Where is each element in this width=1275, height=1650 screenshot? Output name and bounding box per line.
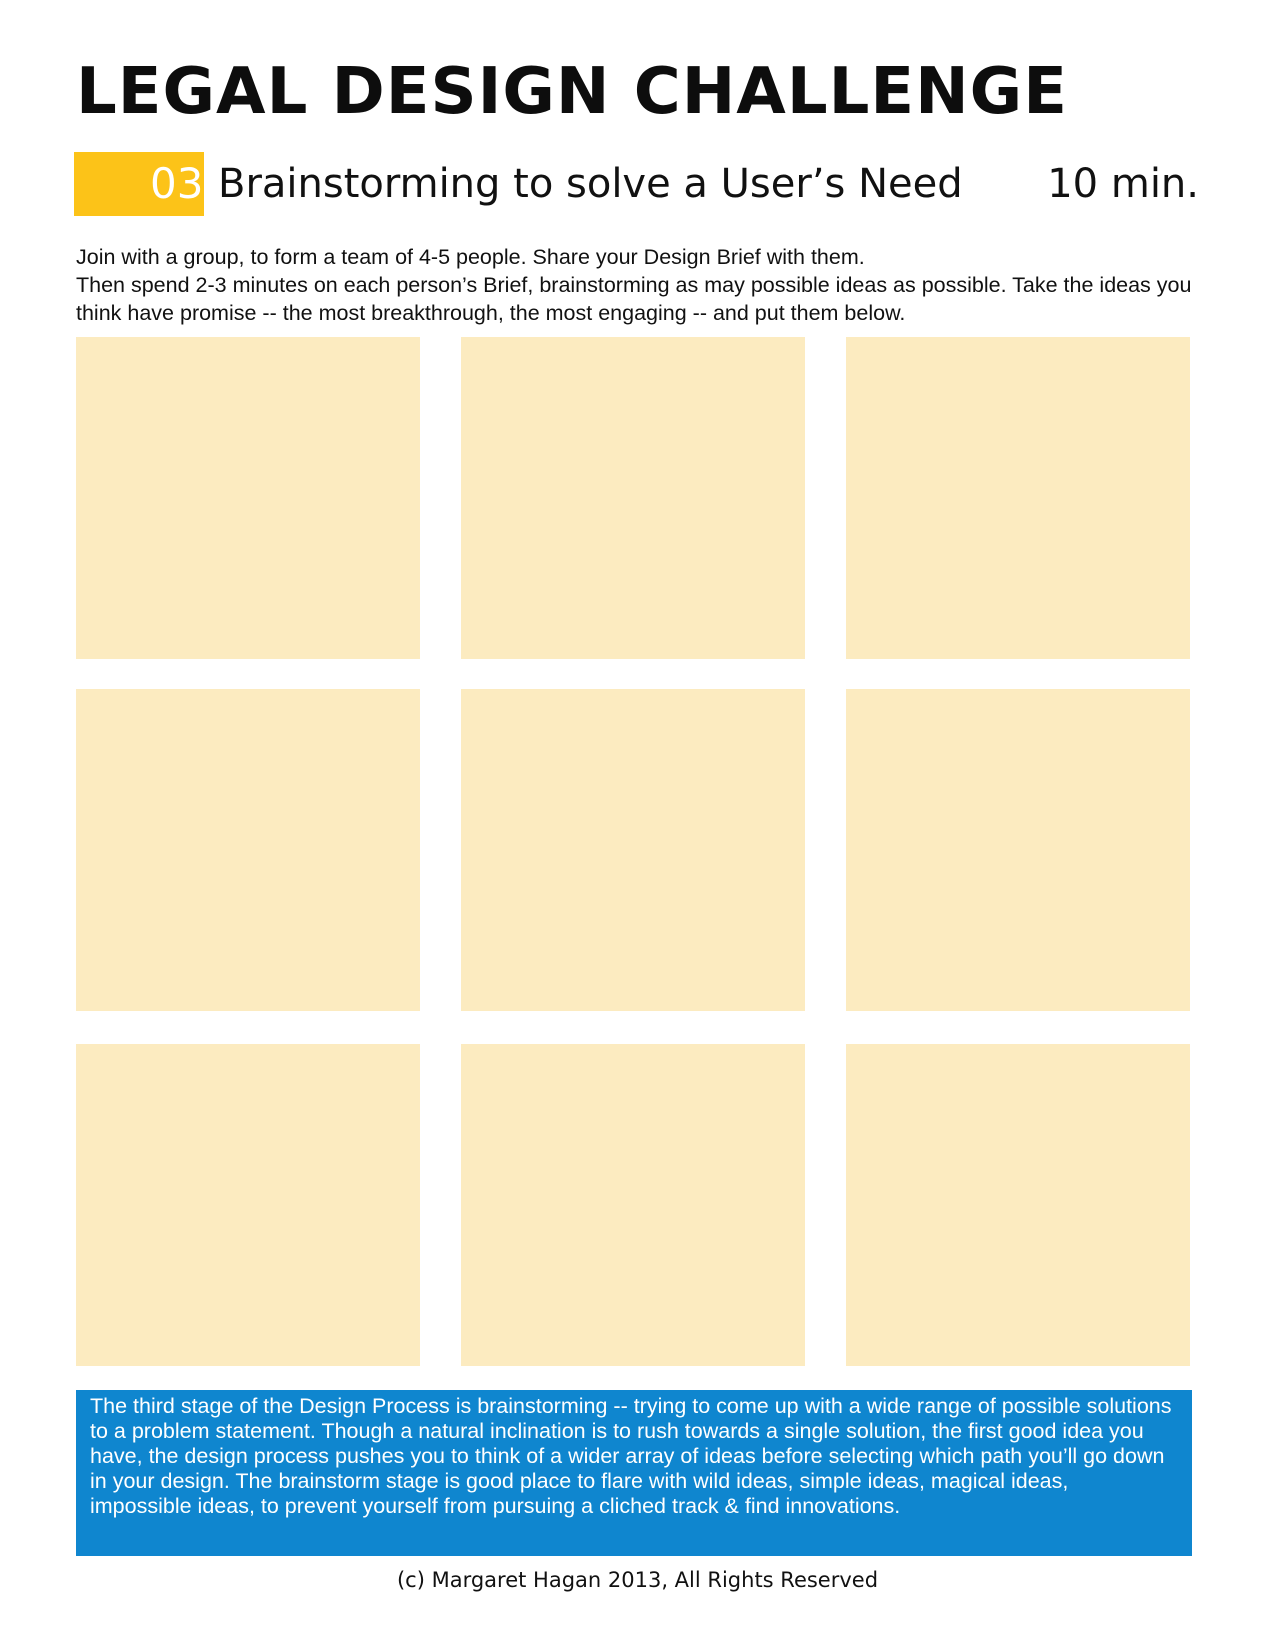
page-title: LEGAL DESIGN CHALLENGE bbox=[76, 55, 1068, 129]
copyright-footer: (c) Margaret Hagan 2013, All Rights Reserved bbox=[396, 1568, 879, 1592]
instructions bbox=[76, 243, 1206, 327]
idea-note-5[interactable] bbox=[461, 689, 805, 1011]
stage-description-box bbox=[76, 1390, 1192, 1556]
idea-note-9[interactable] bbox=[846, 1044, 1190, 1366]
idea-note-8[interactable] bbox=[461, 1044, 805, 1366]
idea-note-4[interactable] bbox=[76, 689, 420, 1011]
instructions-line-1: Join with a group, to form a team of 4-5 people. Share your Design Brief with them. bbox=[76, 245, 865, 269]
idea-note-3[interactable] bbox=[846, 337, 1190, 659]
idea-note-2[interactable] bbox=[461, 337, 805, 659]
stage-description-text: The third stage of the Design Process is brainstorming -- trying to come up with a wide range of possible solutions to a problem statement. Though a natural inclination is to rush towards a single solution, the first good idea you have, the design process pushes you to think of a wider array of ideas before selecting which path you’ll go down in your design. The brainstorm stage is good place to flare with wild ideas, simple ideas, magical ideas, impossible ideas, to prevent yourself from pursuing a cliched track & find innovations. bbox=[90, 1394, 1172, 1518]
idea-note-6[interactable] bbox=[846, 689, 1190, 1011]
idea-note-1[interactable] bbox=[76, 337, 420, 659]
step-duration: 10 min. bbox=[1047, 161, 1199, 207]
idea-note-7[interactable] bbox=[76, 1044, 420, 1366]
step-title: Brainstorming to solve a User’s Need bbox=[218, 161, 963, 207]
instructions-line-2: Then spend 2-3 minutes on each person’s Brief, brainstorming as may possible ideas as possible. Take the ideas you think have promise -- the most breakthrough, the most engaging -- and put them below. bbox=[76, 273, 1192, 325]
step-number: 03 bbox=[150, 159, 204, 208]
